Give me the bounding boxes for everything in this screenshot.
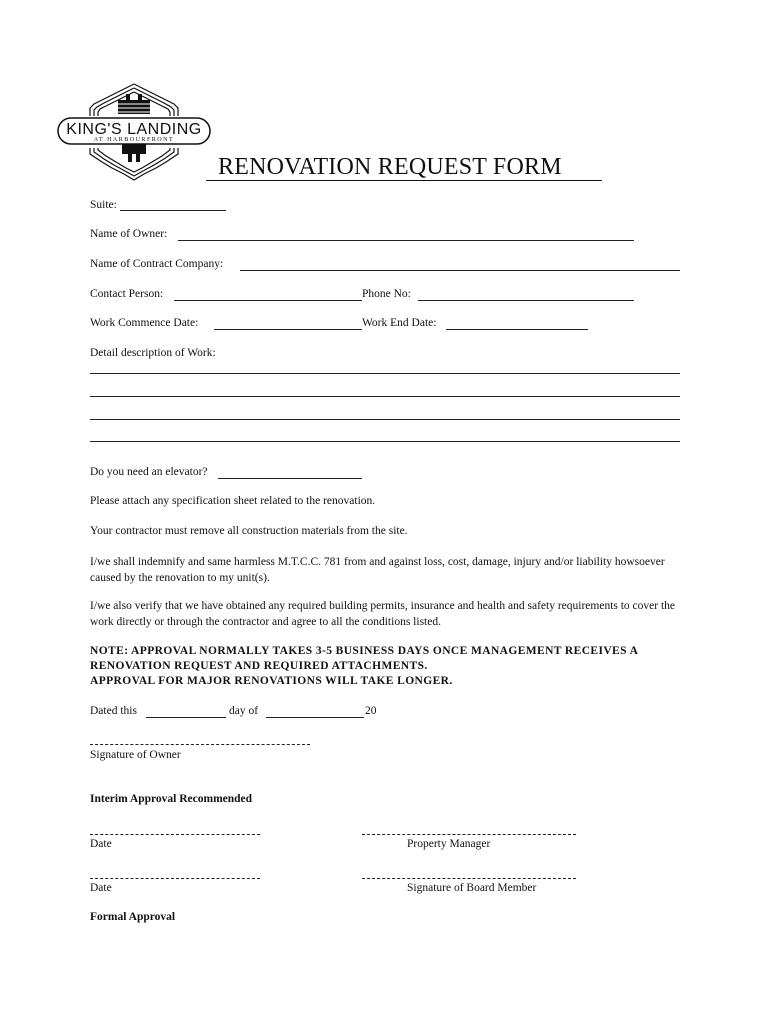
- suite-label: Suite:: [90, 199, 117, 211]
- dated-day-field[interactable]: [146, 717, 226, 718]
- suite-field[interactable]: [120, 210, 226, 211]
- elevator-field[interactable]: [218, 478, 362, 479]
- end-date-label: Work End Date:: [362, 317, 437, 329]
- owner-label: Name of Owner:: [90, 228, 168, 240]
- contract-company-label: Name of Contract Company:: [90, 258, 224, 270]
- end-date-field[interactable]: [446, 329, 588, 330]
- elevator-label: Do you need an elevator?: [90, 466, 208, 478]
- interim-date-field[interactable]: [90, 834, 260, 835]
- owner-signature-label: Signature of Owner: [90, 749, 181, 761]
- property-manager-field[interactable]: [362, 834, 576, 835]
- commence-date-label: Work Commence Date:: [90, 317, 199, 329]
- verify-statement: I/we also verify that we have obtained any required building permits, insurance and health and safety requirements to cover the work directly or through the contractor and agree to all the conditions listed.: [90, 600, 676, 628]
- dated-middle: day of: [229, 705, 259, 717]
- board-date-label: Date: [90, 882, 112, 894]
- attach-statement: Please attach any specification sheet related to the renovation.: [90, 495, 376, 507]
- form-title: RENOVATION REQUEST FORM: [218, 154, 562, 180]
- logo-name: KING'S LANDING: [66, 121, 202, 138]
- owner-signature-field[interactable]: [90, 744, 310, 745]
- remove-statement: Your contractor must remove all construction materials from the site.: [90, 525, 408, 537]
- description-label: Detail description of Work:: [90, 347, 216, 359]
- board-member-field[interactable]: [362, 878, 576, 879]
- owner-field[interactable]: [178, 240, 634, 241]
- indemnify-statement: I/we shall indemnify and same harmless M.T.C.C. 781 from and against loss, cost, damage, injury and/or liability howsoever caused by the renovation to my unit(s).: [90, 556, 665, 584]
- interim-approval-heading: Interim Approval Recommended: [90, 793, 253, 805]
- dated-month-field[interactable]: [266, 717, 364, 718]
- commence-date-field[interactable]: [214, 329, 362, 330]
- contract-company-field[interactable]: [240, 270, 680, 271]
- kings-landing-logo: [54, 82, 214, 182]
- board-date-field[interactable]: [90, 878, 260, 879]
- logo-tagline: AT HARBOURFRONT: [93, 137, 175, 143]
- description-line-2[interactable]: [90, 396, 680, 397]
- title-underline: [206, 180, 602, 181]
- description-line-1[interactable]: [90, 373, 680, 374]
- board-member-label: Signature of Board Member: [407, 882, 537, 894]
- contact-person-label: Contact Person:: [90, 288, 164, 300]
- dated-prefix: Dated this: [90, 705, 137, 717]
- description-line-3[interactable]: [90, 419, 680, 420]
- property-manager-label: Property Manager: [407, 838, 491, 850]
- note-line-1: NOTE: APPROVAL NORMALLY TAKES 3-5 BUSINESS DAYS ONCE MANAGEMENT RECEIVES A: [90, 645, 639, 657]
- contact-person-field[interactable]: [174, 300, 362, 301]
- note-line-2: RENOVATION REQUEST AND REQUIRED ATTACHMENTS.: [90, 660, 428, 672]
- phone-field[interactable]: [418, 300, 634, 301]
- interim-date-label: Date: [90, 838, 112, 850]
- description-line-4[interactable]: [90, 441, 680, 442]
- formal-approval-heading: Formal Approval: [90, 911, 176, 923]
- phone-label: Phone No:: [362, 288, 411, 300]
- dated-suffix: 20: [365, 705, 377, 717]
- note-line-3: APPROVAL FOR MAJOR RENOVATIONS WILL TAKE LONGER.: [90, 675, 453, 687]
